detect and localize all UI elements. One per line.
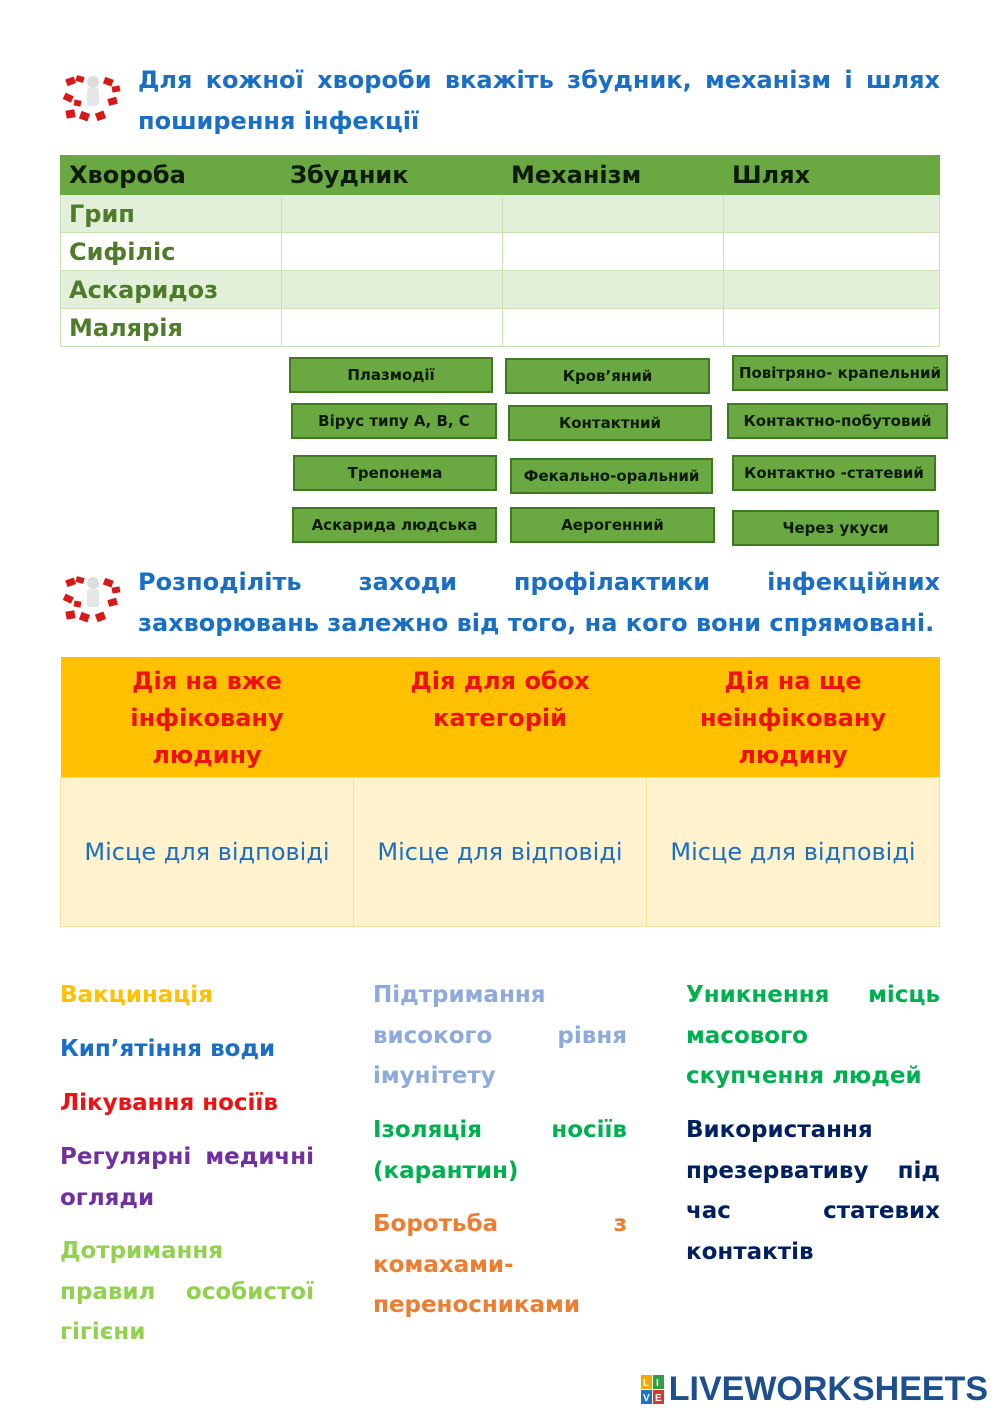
measures-table: [60, 657, 940, 927]
measure-option[interactable]: Боротьба з комахами-переносниками: [373, 1211, 627, 1318]
answer-chip-bites[interactable]: Через укуси: [732, 510, 939, 546]
svg-text:V: V: [642, 1392, 650, 1404]
table-row: [61, 271, 940, 309]
answer-cell[interactable]: [282, 195, 503, 233]
answer-cell[interactable]: [282, 271, 503, 309]
puzzle-figures-icon: [62, 573, 124, 625]
measure-option[interactable]: Лікування носіїв: [60, 1090, 278, 1116]
answer-chip-plasmodium[interactable]: Плазмодії: [289, 357, 493, 393]
answer-chip-contact[interactable]: Контактний: [508, 405, 712, 441]
header-infected: Дія на вже інфіковану людину: [61, 657, 354, 778]
answer-chip-virus-abc[interactable]: Вірус типу А, В, С: [291, 403, 497, 439]
task-1-title: Для кожної хвороби вкажіть збудник, механізм і шлях поширення інфекції: [138, 66, 940, 135]
svg-text:I: I: [655, 1377, 659, 1389]
header-mechanism: Механізм: [503, 156, 724, 195]
header-pathogen: Збудник: [282, 156, 503, 195]
answer-cell[interactable]: [503, 309, 724, 347]
header-uninfected: Дія на ще неінфіковану людину: [647, 657, 940, 778]
header-both: Дія для обох категорій: [354, 657, 647, 778]
measure-option[interactable]: Кип’ятіння води: [60, 1036, 276, 1062]
answer-cell[interactable]: [503, 271, 724, 309]
measure-option[interactable]: Уникнення місць масового скупчення людей: [686, 982, 940, 1089]
svg-text:L: L: [642, 1377, 649, 1389]
disease-name: Грип: [61, 195, 282, 233]
answer-cell[interactable]: [724, 233, 940, 271]
answer-chip-contact-sexual[interactable]: Контактно -статевий: [732, 455, 936, 491]
svg-text:E: E: [654, 1392, 662, 1404]
measure-option[interactable]: Підтримання високого рівня імунітету: [373, 982, 627, 1089]
answer-chip-blood[interactable]: Кров’яний: [505, 358, 710, 394]
answer-cell[interactable]: [503, 195, 724, 233]
answer-cell[interactable]: [503, 233, 724, 271]
disease-name: Аскаридоз: [61, 271, 282, 309]
live-badge-icon: [641, 1375, 665, 1405]
answer-chip-airborne-droplet[interactable]: Повітряно- крапельний: [732, 355, 948, 391]
answer-cell[interactable]: [724, 195, 940, 233]
measure-option[interactable]: Дотримання правил особистої гігієни: [60, 1238, 314, 1345]
disease-table: [60, 155, 940, 347]
answer-drop-zone-both[interactable]: Місце для відповіді: [354, 778, 647, 927]
answer-chip-aerogenic[interactable]: Аерогенний: [510, 507, 715, 543]
measure-option[interactable]: Регулярні медичні огляди: [60, 1144, 314, 1211]
header-route: Шлях: [724, 156, 940, 195]
answer-cell[interactable]: [724, 309, 940, 347]
table-row: [61, 778, 940, 927]
answer-cell[interactable]: [724, 271, 940, 309]
logo-text: LIVEWORKSHEETS: [668, 1370, 988, 1408]
table-row: [61, 309, 940, 347]
answer-chip-contact-household[interactable]: Контактно-побутовий: [727, 403, 948, 439]
puzzle-figures-icon: [62, 72, 124, 124]
task-2-title: Розподіліть заходи профілактики інфекційних захворювань залежно від того, на кого вони спрямовані.: [138, 568, 940, 637]
liveworksheets-logo: [641, 1370, 988, 1409]
disease-table-header: [61, 156, 940, 195]
table-row: [61, 233, 940, 271]
answer-chip-ascaris[interactable]: Аскарида людська: [292, 507, 497, 543]
table-row: [61, 195, 940, 233]
header-disease: Хвороба: [61, 156, 282, 195]
answer-chip-fecal-oral[interactable]: Фекально-оральний: [510, 458, 713, 494]
disease-name: Малярія: [61, 309, 282, 347]
measure-option[interactable]: Вакцинація: [60, 982, 213, 1008]
disease-name: Сифіліс: [61, 233, 282, 271]
answer-drop-zone-uninfected[interactable]: Місце для відповіді: [647, 778, 940, 927]
measure-option[interactable]: Використання презервативу під час статевих контактів: [686, 1117, 940, 1265]
measure-option[interactable]: Ізоляція носіїв (карантин): [373, 1117, 627, 1184]
answer-cell[interactable]: [282, 233, 503, 271]
answer-cell[interactable]: [282, 309, 503, 347]
answer-chip-treponema[interactable]: Трепонема: [293, 455, 497, 491]
measures-table-header: [61, 657, 940, 778]
answer-drop-zone-infected[interactable]: Місце для відповіді: [61, 778, 354, 927]
